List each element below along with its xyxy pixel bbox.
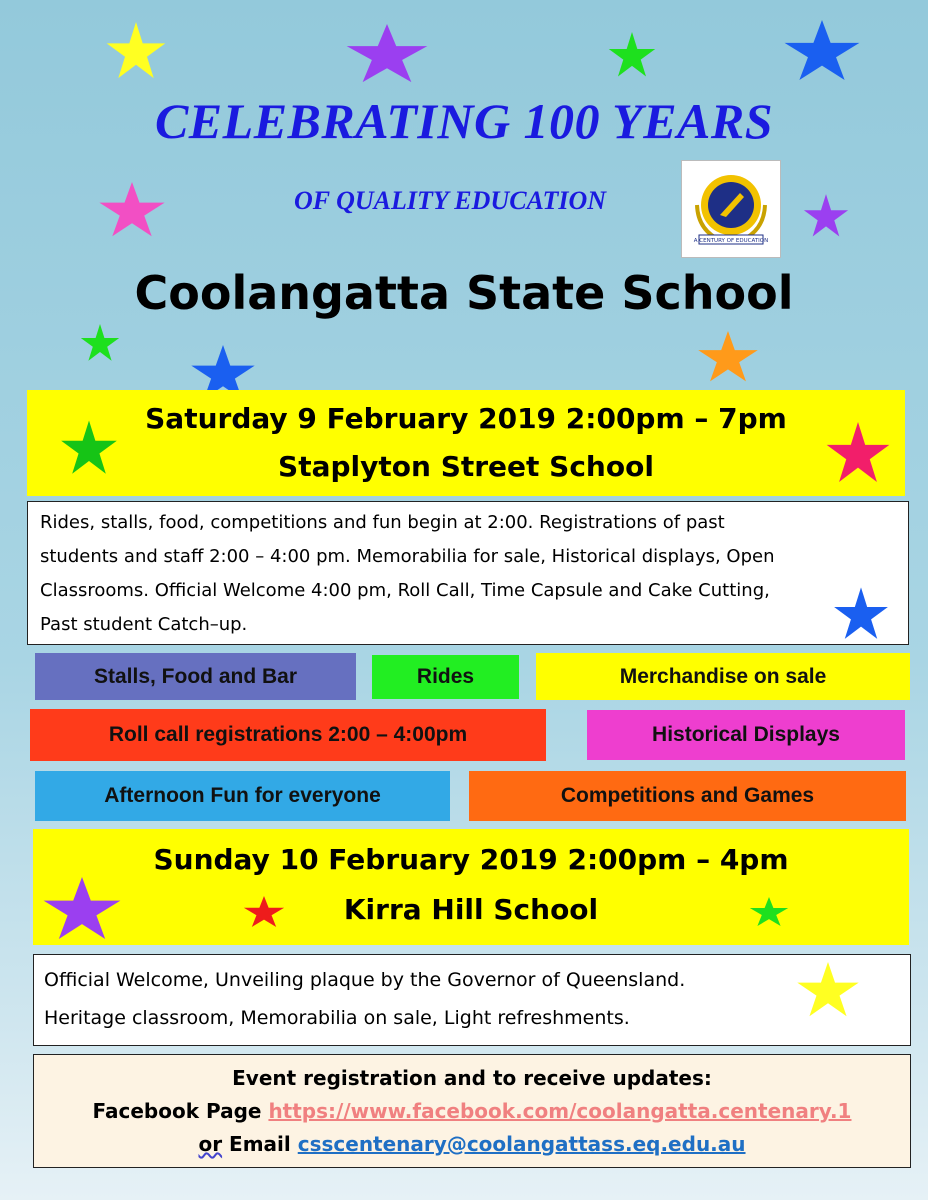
tag-historical-displays: Historical Displays: [587, 710, 905, 760]
sunday-date: Sunday 10 February 2019 2:00pm – 4pm: [153, 843, 789, 876]
saturday-desc-line: Classrooms. Official Welcome 4:00 pm, Roll Call, Time Capsule and Cake Cutting,: [40, 580, 770, 601]
purple-star-icon: [42, 877, 122, 941]
contact-box: [33, 1054, 911, 1168]
sunday-desc-line: Official Welcome, Unveiling plaque by the Governor of Queensland.: [44, 969, 686, 991]
saturday-desc-line: Rides, stalls, food, competitions and fun begin at 2:00. Registrations of past: [40, 512, 725, 533]
sunday-description: [33, 954, 911, 1046]
crest-icon: [682, 161, 780, 257]
facebook-link[interactable]: https://www.facebook.com/coolangatta.centenary.1: [268, 1099, 852, 1123]
blue-star-icon: [833, 587, 889, 641]
school-logo: [681, 160, 781, 258]
yellow-star-icon: [105, 22, 167, 80]
sunday-banner: [33, 829, 909, 945]
green-star-icon: [80, 324, 120, 362]
tag-afternoon-fun: Afternoon Fun for everyone: [35, 771, 450, 821]
poster-subtitle: OF QUALITY EDUCATION: [293, 186, 607, 215]
tag-rides: Rides: [372, 655, 519, 699]
orange-star-icon: [697, 331, 759, 383]
yellow-star-icon: [796, 962, 860, 1018]
tag-roll-call: Roll call registrations 2:00 – 4:00pm: [30, 709, 546, 761]
poster-title: CELEBRATING 100 YEARS: [154, 93, 774, 149]
contact-heading: Event registration and to receive updates:: [232, 1066, 712, 1090]
blue-star-icon: [783, 20, 861, 82]
saturday-desc-line: students and staff 2:00 – 4:00 pm. Memorabilia for sale, Historical displays, Open: [40, 546, 775, 567]
tag-competitions-games: Competitions and Games: [469, 771, 906, 821]
school-name: Coolangatta State School: [134, 266, 794, 320]
sunday-desc-line: Heritage classroom, Memorabilia on sale, Light refreshments.: [44, 1007, 630, 1029]
email-line: [34, 1128, 910, 1161]
facebook-line: [34, 1095, 910, 1128]
saturday-desc-line: Past student Catch–up.: [40, 614, 248, 635]
purple-star-icon: [345, 24, 429, 84]
purple-star-icon: [803, 193, 849, 239]
sunday-venue: Kirra Hill School: [343, 893, 599, 926]
green-star-icon: [749, 897, 789, 927]
pink-star-icon: [825, 422, 891, 484]
saturday-venue: Staplyton Street School: [278, 450, 654, 483]
green-star-icon: [60, 420, 118, 476]
facebook-label: Facebook Page: [92, 1099, 262, 1123]
email-or: or: [198, 1132, 223, 1156]
saturday-description: [27, 501, 909, 645]
tag-stalls-food-bar: Stalls, Food and Bar: [35, 653, 356, 700]
email-link[interactable]: csscentenary@coolangattass.eq.edu.au: [297, 1132, 746, 1156]
saturday-date: Saturday 9 February 2019 2:00pm – 7pm: [145, 402, 787, 435]
green-star-icon: [607, 32, 657, 78]
logo-motto: A CENTURY OF EDUCATION: [693, 238, 769, 244]
tag-merchandise: Merchandise on sale: [536, 653, 910, 700]
email-label: Email: [229, 1132, 291, 1156]
saturday-banner: [27, 390, 905, 496]
pink-star-icon: [98, 182, 166, 238]
red-star-icon: [243, 896, 285, 928]
